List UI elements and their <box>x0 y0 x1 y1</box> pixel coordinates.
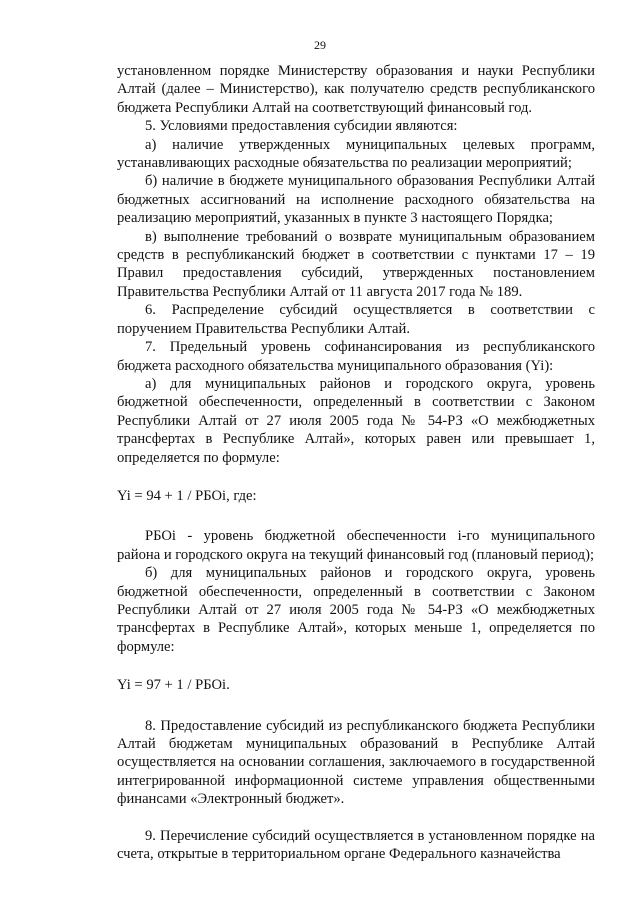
paragraph-7-definition: РБОi - уровень бюджетной обеспеченности i-го муниципального района и городского округа на текущий финансовый год (плановый период); <box>117 528 595 563</box>
spacer <box>117 467 595 487</box>
document-body <box>117 62 595 863</box>
paragraph-9: 9. Перечисление субсидий осуществляется в установленном порядке на счета, открытые в территориальном органе Федерального казначейства <box>117 827 595 863</box>
paragraph-7: 7. Предельный уровень софинансирования из республиканского бюджета расходного обязательства муниципального образования (Yi): <box>117 339 595 374</box>
paragraph-8: 8. Предоставление субсидий из республиканского бюджета Республики Алтай бюджетам муниципальных образований в Республике Алтай осуществляется на основании соглашения, заключаемого в государственной интегрированной информационной системе управления общественными финансами «Электронный бюджет». <box>117 717 595 808</box>
paragraph-5c: в) выполнение требований о возврате муниципальным образованием средств в республиканский бюджет в соответствии с пунктами 17 – 19 Правил предоставления субсидий, утвержденных постановлением Правительства Республики Алтай от 11 августа 2017 года № 189. <box>117 228 595 300</box>
paragraph-5a: а) наличие утвержденных муниципальных целевых программ, устанавливающих расходные обязательства по реализации мероприятий; <box>117 136 595 172</box>
paragraph-5: 5. Условиями предоставления субсидии являются: <box>145 118 458 135</box>
formula-2: Yi = 97 + 1 / РБОi. <box>117 677 230 694</box>
spacer <box>117 505 595 527</box>
paragraph-5b: б) наличие в бюджете муниципального образования Республики Алтай бюджетных ассигнований на исполнение расходного обязательства на реализацию мероприятий, указанных в пункте 3 настоящего Порядка; <box>117 173 595 227</box>
formula-1: Yi = 94 + 1 / РБОi, где: <box>117 487 257 504</box>
paragraph-6: 6. Распределение субсидий осуществляется в соответствии с поручением Правительства Республики Алтай. <box>117 302 595 337</box>
paragraph-continuation: установленном порядке Министерству образования и науки Республики Алтай (далее – Министерство), как получателю средств республиканского бюджета Республики Алтай на соответствующий финансовый год. <box>117 63 595 116</box>
spacer <box>117 695 595 717</box>
spacer <box>117 656 595 676</box>
paragraph-7a: а) для муниципальных районов и городского округа, уровень бюджетной обеспеченности, определенный в соответствии с Законом Республики Алтай от 27 июля 2005 года № 54-РЗ «О межбюджетных трансфертах в Республике Алтай», которых равен или превышает 1, определяется по формуле: <box>117 375 595 466</box>
page-number: 29 <box>314 38 326 52</box>
spacer <box>117 809 595 827</box>
paragraph-7b: б) для муниципальных районов и городского округа, уровень бюджетной обеспеченности, определенный в соответствии с Законом Республики Алтай от 27 июля 2005 года № 54-РЗ «О межбюджетных трансфертах в Республике Алтай», которых меньше 1, определяется по формуле: <box>117 565 595 655</box>
